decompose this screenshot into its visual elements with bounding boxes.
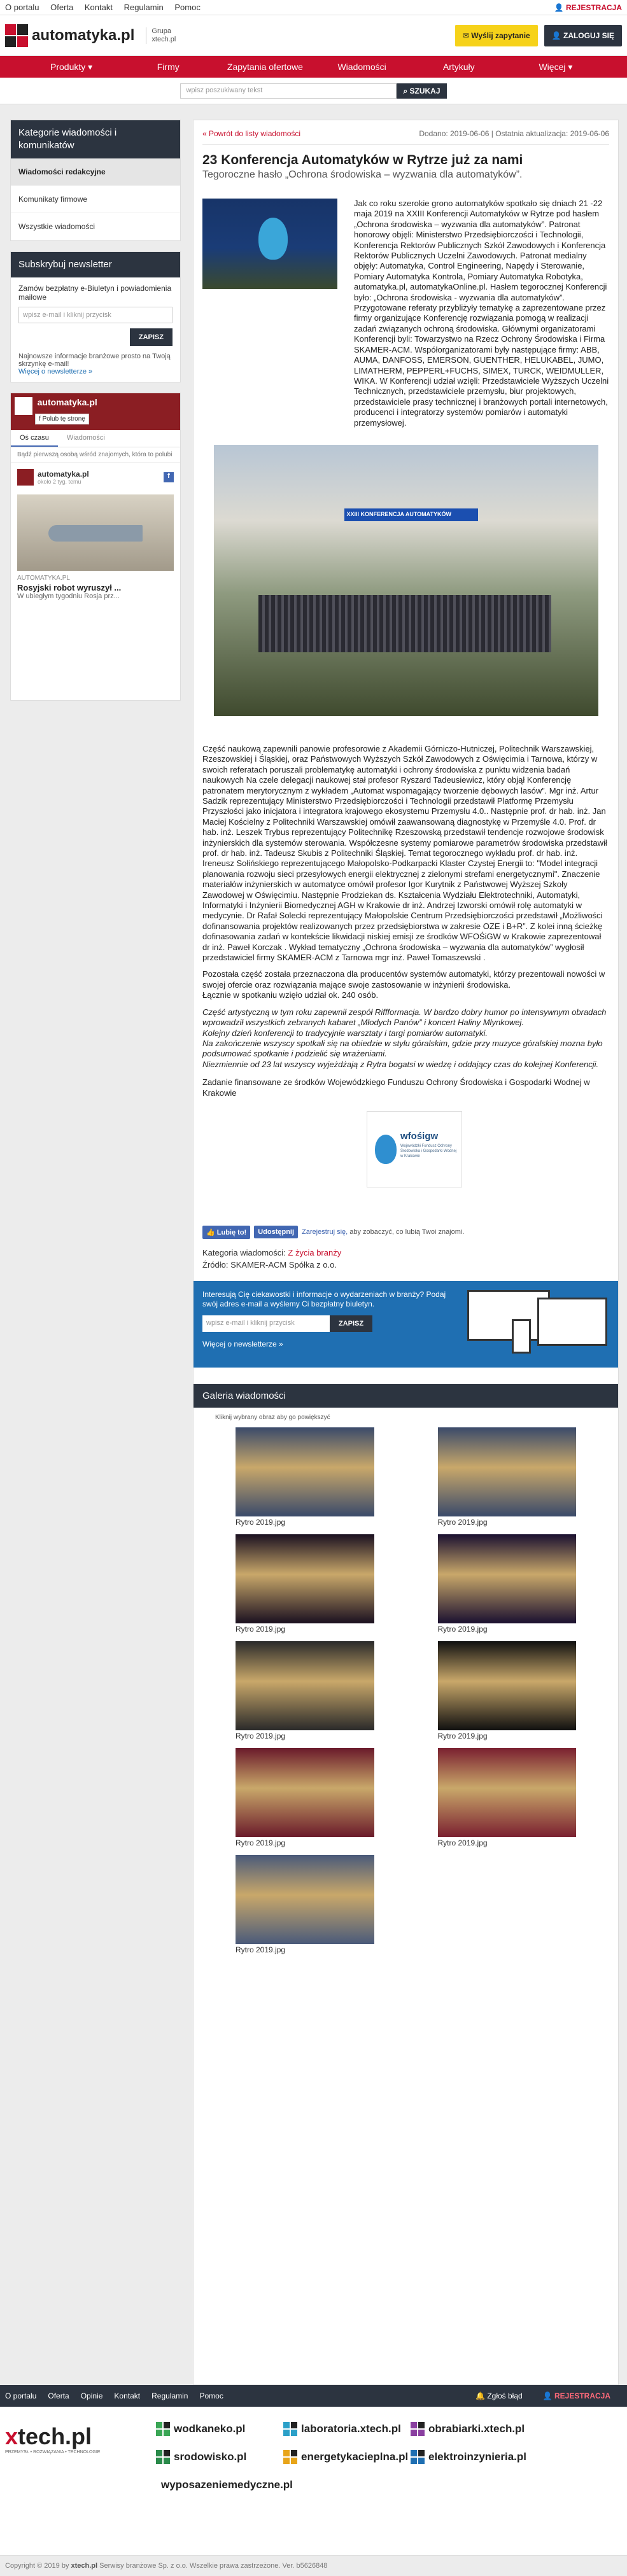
sponsor-logo <box>367 1111 462 1187</box>
gallery-item[interactable] <box>438 1641 577 1740</box>
facebook-widget <box>10 393 181 701</box>
fb-like-label: Polub tę stronę <box>42 416 85 423</box>
article-dates: Dodano: 2019-06-06 | Ostatnia aktualizacja: 2019-06-06 <box>419 129 609 138</box>
top-bar <box>0 0 627 15</box>
brand-label: wodkaneko.pl <box>174 2423 246 2435</box>
gallery-image[interactable] <box>438 1748 577 1837</box>
source-value: SKAMER-ACM Spółka z o.o. <box>230 1259 337 1270</box>
like-info-text <box>302 1228 464 1236</box>
like-label: Lubię to! <box>216 1228 247 1236</box>
category-link[interactable]: Z życia branży <box>288 1247 342 1257</box>
gallery-image[interactable] <box>236 1534 374 1623</box>
sidebar-item-company[interactable]: Komunikaty firmowe <box>11 186 180 213</box>
brand-icon <box>156 2450 170 2464</box>
footer-link-contact[interactable]: Kontakt <box>114 2391 141 2400</box>
fb-like-page-button[interactable]: f Polub tę stronę <box>35 414 89 424</box>
brand-links <box>156 2422 538 2492</box>
copyright-pre: Copyright © 2019 by <box>5 2562 71 2570</box>
brand-link[interactable] <box>283 2422 411 2436</box>
article-title: 23 Konferencja Automatyków w Rytrze już za nami <box>202 153 523 167</box>
left-sidebar <box>10 120 181 701</box>
send-inquiry-button[interactable]: ✉ Wyślij zapytanie <box>455 25 538 46</box>
promo-email-input[interactable]: wpisz e-mail i kliknij przycisk <box>202 1315 330 1332</box>
article-body <box>202 744 609 1098</box>
site-footer <box>0 2385 627 2407</box>
logo-icon <box>5 24 28 47</box>
main-nav <box>0 56 627 78</box>
photo-crowd <box>258 595 551 652</box>
p5-text: Kolejny dzień konferencji to tradycyjnie warsztaty i targi pomiarów automatyki. <box>202 1028 488 1038</box>
brand-link[interactable] <box>283 2450 411 2464</box>
category-label: Kategoria wiadomości: <box>202 1247 286 1257</box>
gallery-image[interactable] <box>438 1534 577 1623</box>
promo-submit-button[interactable]: ZAPISZ <box>330 1315 372 1332</box>
top-link-help[interactable]: Pomoc <box>174 3 201 12</box>
p3-text: Pozostała część została przeznaczona dla producentów systemów automatyki, którzy prezentowali nowości w swojej ofercie oraz rozwiązania mające swoje zastosowanie w inżynierii środowiska. <box>202 969 605 990</box>
article-paragraph-4 <box>202 1007 609 1070</box>
footer-link-terms[interactable]: Regulamin <box>151 2391 188 2400</box>
p6-text: Na zakończenie wszyscy spotkali się na obiedzie w stylu góralskim, gdzie przy muzyce góralskiej mozna było podsumować spotkanie i podzielić się wrażeniami. <box>202 1038 603 1059</box>
top-link-offer[interactable]: Oferta <box>50 3 74 12</box>
brand-label: energetykacieplna.pl <box>301 2451 409 2463</box>
top-links <box>5 3 209 12</box>
gallery-item[interactable] <box>438 1534 577 1634</box>
top-link-contact[interactable]: Kontakt <box>84 3 113 12</box>
gallery-item[interactable] <box>236 1641 374 1740</box>
login-label: ZALOGUJ SIĘ <box>563 31 614 40</box>
fb-tabs <box>11 430 180 447</box>
gallery-item[interactable] <box>236 1855 374 1954</box>
report-bug-label: Zgłoś błąd <box>487 2391 523 2400</box>
social-bar <box>202 1226 609 1239</box>
gallery-item[interactable] <box>438 1748 577 1847</box>
brand-label: obrabiarki.xtech.pl <box>428 2423 525 2435</box>
gallery-image[interactable] <box>236 1427 374 1516</box>
date-added: Dodano: 2019-06-06 <box>419 129 490 138</box>
nav-inquiries[interactable]: Zapytania ofertowe <box>227 62 303 72</box>
nav-more-label: Więcej <box>539 61 566 72</box>
brand-label: wyposazeniemedyczne.pl <box>161 2479 293 2491</box>
gallery-subtitle: Kliknij wybrany obraz aby go powiększyć <box>215 1413 330 1421</box>
xtech-logo[interactable]: xtech.pl <box>5 2423 92 2449</box>
fb-tab-timeline[interactable]: Oś czasu <box>11 430 58 447</box>
gallery-caption: Rytro 2019.jpg <box>437 1838 488 1847</box>
gallery-caption: Rytro 2019.jpg <box>437 1731 488 1740</box>
brand-icon <box>411 2422 425 2436</box>
newsletter-more-link[interactable]: Więcej o newsletterze » <box>18 368 93 375</box>
site-logo[interactable] <box>5 24 134 47</box>
group-line1: Grupa <box>151 27 171 35</box>
footer-register-link[interactable]: 👤 REJESTRACJA <box>542 2391 610 2400</box>
brand-icon <box>156 2478 157 2492</box>
gallery-caption: Rytro 2019.jpg <box>236 1945 286 1954</box>
article-paragraph-funding: Zadanie finansowane ze środków Wojewódzkiego Funduszu Ochrony Środowiska i Gospodarki Wodnej w Krakowie <box>202 1077 590 1098</box>
brand-label: srodowisko.pl <box>174 2451 247 2463</box>
monitor-image <box>537 1298 607 1346</box>
fb-post <box>11 463 180 606</box>
nav-companies[interactable]: Firmy <box>157 62 180 72</box>
newsletter-submit-button[interactable]: ZAPISZ <box>130 328 173 346</box>
copyright-brand[interactable]: xtech.pl <box>71 2562 98 2570</box>
article-thumbnail[interactable] <box>202 199 337 289</box>
gallery-image[interactable] <box>236 1855 374 1944</box>
register-link[interactable]: 👤 REJESTRACJA <box>554 3 622 12</box>
fb-post-snippet: W ubiegłym tygodniu Rosja prz... <box>17 592 120 600</box>
gallery-caption: Rytro 2019.jpg <box>236 1731 286 1740</box>
article-paragraph-1: Jak co roku szerokie grono automatyków spotkało się dniach 21 -22 maja 2019 na XXIII Konferencji Automatyków w Rytrze pod hasłem „Ochrona środowiska – wyzwania dla automatyków”. Patronat honorowy objęli: Ministerstwo Przedsiębiorczości i Technologii, Konferencja Rektorów Publicznych Szkół Zawodowych i Konferencja Rektorów Publicznych Uczelni Zawodowych. Patronat medialny objęły: Automatyka, Control Engineering, Napędy i Sterowanie, Pomiary Automatyka Kontrola, Pomiary Automatyka Robotyka, automatyka.pl, automatykaOnline.pl. Hasłem tegorocznej Konferencji było: „Ochrona środowiska - wyzwania dla automatyków”. Przygotowane referaty przybliżyły tematykę a zaprezentowane przez firmy organizujące Konferencję rozwiązania pomogą w realizacji zadań związanych ochroną środowiska. Głównymi organizatorami Konferencji byli: Towarzystwo na Rzecz Ochrony Środowiska i Firma SKAMER-ACM. Współorganizatorami były następujące firmy: ABB, AUMA, DANFOSS, EMERSON, GUENTHER, HELUKABEL, JUMO, LIMATHERM, PEPPERL+FUCHS, SIMEX, TURCK, WEIDMULLER, WIKA. W Konferencji udział wzięli: Przedstawiciele Wyższych Uczelni Technicznych, przedstawiciele przemysłu, biur projektowych, przedstawiciele prasy technicznej i branżowych portali internetowych, producenci i integratorzy systemów pomiarów i automatyki przemysłowej. <box>354 199 609 428</box>
group-line2: xtech.pl <box>151 35 176 43</box>
sponsor-logo-text: wfośigw <box>400 1130 439 1142</box>
login-button[interactable]: 👤 ZALOGUJ SIĘ <box>544 25 622 46</box>
fb-register-link[interactable]: Zarejestruj się, <box>302 1228 348 1236</box>
gallery-item[interactable] <box>236 1748 374 1847</box>
fb-tab-messages[interactable]: Wiadomości <box>66 434 105 442</box>
brand-icon <box>283 2422 297 2436</box>
brand-link[interactable] <box>156 2450 283 2464</box>
newsletter-title: Subskrybuj newsletter <box>11 252 180 277</box>
brands-section <box>0 2407 627 2556</box>
nav-products-label: Produkty <box>50 61 86 72</box>
categories-title: Kategorie wiadomości i komunikatów <box>11 120 180 158</box>
like-info-rest: aby zobaczyć, co lubią Twoi znajomi. <box>348 1228 465 1236</box>
article-main-photo[interactable] <box>214 445 598 716</box>
fb-page-name[interactable]: automatyka.pl <box>37 397 97 407</box>
search-button[interactable]: ⌕ SZUKAJ <box>397 83 446 99</box>
promo-text: Interesują Cię ciekawostki i informacje o wydarzeniach w branży? Podaj swój adres e-mail a wyślemy Ci bezpłatny biuletyn. <box>202 1289 446 1308</box>
fb-page-logo[interactable] <box>15 397 32 415</box>
brand-link[interactable] <box>156 2422 283 2436</box>
sidebar-item-editorial[interactable]: Wiadomości redakcyjne <box>11 158 180 186</box>
fb-post-image[interactable] <box>17 494 174 571</box>
promo-more-link[interactable]: Więcej o newsletterze » <box>202 1339 283 1348</box>
brand-label: elektroinzynieria.pl <box>428 2451 526 2463</box>
date-updated: Ostatnia aktualizacja: 2019-06-06 <box>495 129 609 138</box>
fb-like-button[interactable]: 👍 Lubię to! <box>202 1226 250 1239</box>
gallery-grid <box>202 1427 609 1954</box>
fb-header <box>11 393 180 430</box>
water-drop-icon <box>375 1135 397 1164</box>
gallery-caption: Rytro 2019.jpg <box>437 1517 488 1527</box>
sponsor-logo-desc: Wojewódzki Fundusz Ochrony Środowiska i Gospodarki Wodnej w Krakowie <box>400 1144 457 1158</box>
newsletter-box <box>10 251 181 382</box>
newsletter-email-input[interactable]: wpisz e-mail i kliknij przycisk <box>18 307 173 323</box>
gallery-caption: Rytro 2019.jpg <box>236 1517 286 1527</box>
article-intro <box>202 199 609 428</box>
article-paragraph-3 <box>202 969 609 1000</box>
inquiry-label: Wyślij zapytanie <box>471 31 530 40</box>
footer-register-label: REJESTRACJA <box>554 2391 610 2400</box>
search-button-label: SZUKAJ <box>409 86 440 95</box>
gallery-item[interactable] <box>438 1427 577 1527</box>
copyright <box>0 2557 627 2576</box>
logo-text: automatyka.pl <box>32 26 135 44</box>
fb-post-source: AUTOMATYKA.PL <box>17 575 70 582</box>
fb-post-name[interactable]: automatyka.pl <box>38 470 89 479</box>
gallery-caption: Rytro 2019.jpg <box>437 1624 488 1634</box>
gallery-caption: Rytro 2019.jpg <box>236 1624 286 1634</box>
group-label[interactable] <box>146 27 176 44</box>
gallery-caption: Rytro 2019.jpg <box>236 1838 286 1847</box>
back-to-list-link[interactable]: « Powrót do listy wiadomości <box>202 129 301 138</box>
newsletter-text: Zamów bezpłatny e-Biuletyn i powiadomienia mailowe <box>18 284 172 302</box>
brand-link[interactable] <box>411 2422 538 2436</box>
footer-link-offer[interactable]: Oferta <box>48 2391 69 2400</box>
site-header <box>0 15 627 56</box>
gallery-image[interactable] <box>438 1427 577 1516</box>
brand-link[interactable] <box>411 2450 538 2464</box>
newsletter-desc: Najnowsze informacje branżowe prosto na Twoją skrzynkę e-mail! <box>18 353 171 368</box>
sidebar-item-all[interactable]: Wszystkie wiadomości <box>11 213 180 241</box>
footer-link-help[interactable]: Pomoc <box>199 2391 223 2400</box>
facebook-icon: f <box>164 472 174 482</box>
register-label: REJESTRACJA <box>565 3 622 12</box>
brand-icon <box>283 2450 297 2464</box>
fb-post-title[interactable]: Rosyjski robot wyruszył ... <box>17 583 122 592</box>
fb-share-button[interactable]: Udostępnij <box>254 1226 298 1238</box>
nav-articles[interactable]: Artykuły <box>442 62 475 72</box>
footer-link-about[interactable]: O portalu <box>5 2391 37 2400</box>
article-panel <box>193 120 619 2385</box>
gallery-title: Galeria wiadomości <box>194 1384 618 1408</box>
fb-post-avatar[interactable] <box>17 469 34 486</box>
nav-more[interactable]: Więcej ▾ <box>539 61 573 72</box>
gallery-image[interactable] <box>236 1641 374 1730</box>
search-input[interactable]: wpisz poszukiwany tekst <box>180 83 397 99</box>
gallery-item[interactable] <box>236 1534 374 1634</box>
xtech-tagline: PRZEMYSŁ • ROZWIĄZANIA • TECHNOLOGIE <box>5 2450 101 2454</box>
gallery-item[interactable] <box>236 1427 374 1527</box>
article-meta <box>202 129 609 145</box>
gallery-image[interactable] <box>236 1748 374 1837</box>
categories-box <box>10 120 181 241</box>
p7-text: Niezmiennie od 23 lat wszyscy wyjeżdżają z Rytra bogatsi w wiedzę i oddający czas do kolejnej Konferencji. <box>202 1059 599 1069</box>
phone-image <box>512 1319 531 1354</box>
nav-products[interactable]: Produkty ▾ <box>50 61 93 72</box>
brand-icon <box>411 2450 425 2464</box>
fb-post-time: około 2 tyg. temu <box>38 479 81 485</box>
copyright-post: Serwisy branżowe Sp. z o.o. Wszelkie prawa zastrzeżone. Ver. b5626848 <box>97 2562 328 2570</box>
article-paragraph-2: Część naukową zapewnili panowie profesorowie z Akademii Górniczo-Hutniczej, Politechnik Warszawskiej, Rzeszowskiej i Śląskiej, oraz Państwowych Wyższych Szkół Zawodowych z Oświęcimia i Tarnowa, którzy w swoich referatach poruszali problematykę automatyki i ochrony środowiska z punktu widzenia badań naukowych Na czele delegacji naukowej stał profesor Ryszard Tadeusiewicz, który objął Konferencję patronatem merytorycznym z wykładem „Automat wspomagający tworzenie dębowych lasów”. Mgr inż. Artur Sadzik reprezentujący Ministerstwo Przedsiębiorczości i Technologii przedstawił Platformę Przemysłu Przyszłości jako inicjatora i integratora krajowego ekosystemu Przemysłu 4.0.. Następnie prof. dr hab. inż. Jan Maciej Kościelny z Politechniki Warszawskiej omówił zaawansowaną diagnostykę w Przemyśle 4.0. Prof. dr hab. inż. Leszek Trybus reprezentujący Politechnikę Rzeszowską przedstawił tendencje rozwojowe środowisk inżynierskich dla systemów sterowania. Współczesne systemy pomiarowe parametrów środowiska przedstawił prof. dr hab. inż. Tadeusz Skubis z Politechniki Śląskiej. Temat tegorocznego wykładu prof. dr hab. inż. Ireneusz Sołińskiego reprezentującego Małopolsko-Podkarpacki Klaster Czystej Energii to: "Model integracji planowania rozwoju sieci przesyłowych energii elektrycznej z zielonymi strefami energetycznymi". Znaczenie materiałów inżynierskich w automatyce omówił profesor Igor Kurytnik z Państwowej Wyższej Szkoły Zawodowej w Oświęcimiu. Następnie Prodziekan ds. Kształcenia Wydziału Elektrotechniki, Automatyki, Informatyki i Inżynierii Biomedycznej AGH w Krakowie dr inż. Andrzej Izworski omówił rolę automatyki w medycynie. Dr Rafał Solecki reprezentujący Małopolskie Centrum Przedsiębiorczości przedstawił „Możliwości dofinansowania projektów realizowanych przez przedsiębiorstwa w zakresie OZE i B+R”. Z kolei inną ścieżkę dofinasowania zadań w kontekście likwidacji niskiej emisji ze środków WFOŚiGW w Krakowie zaprezentował dr inż. Paweł Korczak . Wykład tematyczny „Ochrona środowiska – wyzwania dla automatyków” wygłosił przedstawiciel firmy SKAMER-ACM z Tarnowa mgr inż. Paweł Tomaszewski . <box>202 743 607 963</box>
newsletter-promo <box>194 1281 618 1368</box>
photo-banner: XXIII KONFERENCJA AUTOMATYKÓW <box>344 508 478 521</box>
fb-desc: Bądź pierwszą osobą wśród znajomych, która to polubi <box>11 447 180 463</box>
brand-link[interactable] <box>156 2478 293 2492</box>
p3b-text: Łącznie w spotkaniu wzięło udział ok. 240 osób. <box>202 990 379 1000</box>
top-link-about[interactable]: O portalu <box>5 3 39 12</box>
brand-icon <box>156 2422 170 2436</box>
footer-link-opinions[interactable]: Opinie <box>80 2391 103 2400</box>
p4-text: Część artystyczną w tym roku zapewnił zespół Riffformacja. W bardzo dobry humor po intensywnym obradach wprowadził wszystkich zebranych kabaret „Młodych Panów” i koncert Haliny Mlynkowej. <box>202 1007 607 1028</box>
gallery-image[interactable] <box>438 1641 577 1730</box>
brand-label: laboratoria.xtech.pl <box>301 2423 401 2435</box>
search-bar <box>0 78 627 104</box>
article-lead: Tegoroczne hasło „Ochrona środowiska – wyzwania dla automatyków”. <box>202 169 523 180</box>
article-source <box>202 1260 609 1270</box>
source-label: Źródło: <box>202 1259 229 1270</box>
report-bug-link[interactable]: 🔔 Zgłoś błąd <box>476 2391 523 2400</box>
nav-news[interactable]: Wiadomości <box>337 62 386 72</box>
article-category <box>202 1248 609 1257</box>
xtech-logo-text: tech.pl <box>18 2423 92 2449</box>
top-link-terms[interactable]: Regulamin <box>123 3 164 12</box>
